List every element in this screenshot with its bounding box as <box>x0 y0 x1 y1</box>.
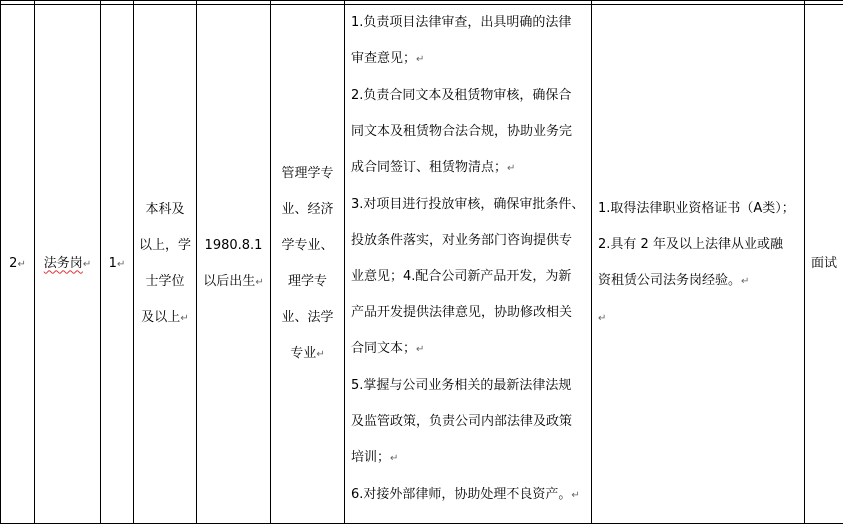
duty-line: 3.对项目进行投放审核，确保审批条件、 <box>345 187 591 223</box>
requirement-line: 资租赁公司法务岗经验。↵ <box>598 263 804 300</box>
birth-line: 以后出生↵ <box>197 264 270 301</box>
education-line: 本科及 <box>134 192 196 228</box>
paragraph-mark: ↵ <box>117 259 125 270</box>
duty-line: 及监管政策，负责公司内部法律及政策 <box>345 404 591 440</box>
requirement-line: 1.取得法律职业资格证书（A类）； <box>598 191 804 227</box>
duty-line: 投放条件落实，对业务部门咨询提供专 <box>345 223 591 259</box>
duty-line: 产品开发提供法律意见，协助修改相关 <box>345 295 591 331</box>
major-line: 专业↵ <box>271 336 344 373</box>
paragraph-mark: ↵ <box>17 259 25 270</box>
seq-cell <box>1 5 35 524</box>
exam-cell <box>805 5 843 524</box>
duty-line: 5.掌握与公司业务相关的最新法律法规 <box>345 368 591 404</box>
duty-line: 2.负责合同文本及租赁物审核，确保合 <box>345 78 591 114</box>
birth-cell <box>197 5 271 524</box>
major-cell <box>271 5 345 524</box>
position-cell <box>35 5 101 524</box>
major-line: 管理学专 <box>271 156 344 192</box>
duty-line: 业意见；4.配合公司新产品开发，为新 <box>345 259 591 295</box>
seq-value: 2 <box>9 256 17 271</box>
position-value: 法务岗 <box>44 256 83 271</box>
birth-line: 1980.8.1 <box>197 228 270 264</box>
exam-value: 面试 <box>811 256 837 271</box>
requirement-line: ↵ <box>598 300 804 337</box>
education-cell <box>134 5 197 524</box>
duties-cell <box>345 5 592 524</box>
major-line: 业、法学 <box>271 300 344 336</box>
table-row <box>1 5 843 524</box>
duty-line: 成合同签订、租赁物清点；↵ <box>345 150 591 187</box>
major-line: 理学专 <box>271 264 344 300</box>
major-line: 业、经济 <box>271 192 344 228</box>
duty-line: 1.负责项目法律审查，出具明确的法律 <box>345 5 591 41</box>
education-line: 士学位 <box>134 264 196 300</box>
duty-line: 审查意见；↵ <box>345 41 591 78</box>
duty-line: 合同文本；↵ <box>345 331 591 368</box>
duty-line: 同文本及租赁物合法合规，协助业务完 <box>345 114 591 150</box>
education-line: 及以上↵ <box>134 300 196 337</box>
major-line: 学专业、 <box>271 228 344 264</box>
education-line: 以上，学 <box>134 228 196 264</box>
paragraph-mark: ↵ <box>83 259 91 270</box>
requirements-cell <box>592 5 805 524</box>
count-value: 1 <box>109 256 117 271</box>
duty-line: 培训；↵ <box>345 440 591 477</box>
requirement-line: 2.具有 2 年及以上法律从业或融 <box>598 227 804 263</box>
count-cell <box>101 5 134 524</box>
duty-line: 6.对接外部律师，协助处理不良资产。↵ <box>345 477 591 514</box>
